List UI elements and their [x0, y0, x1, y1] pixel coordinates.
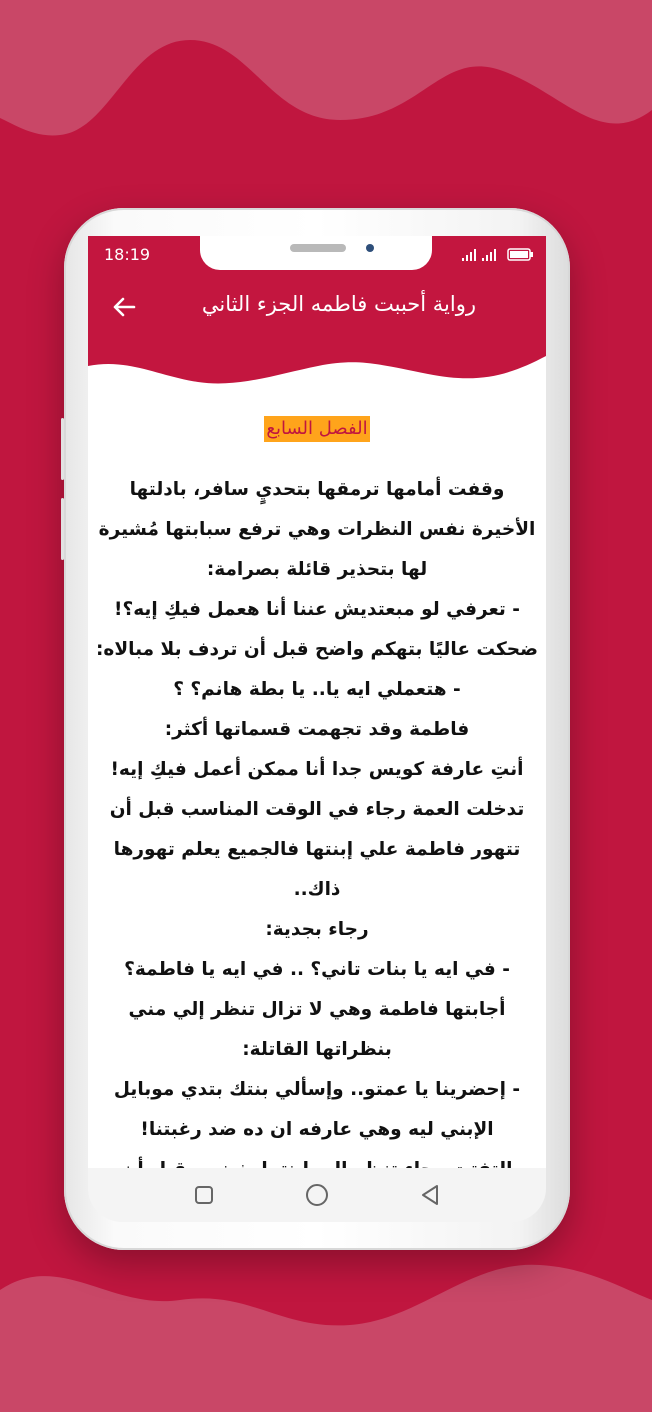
navigation-bar — [88, 1168, 546, 1222]
status-time: 18:19 — [104, 245, 151, 264]
circle-icon[interactable] — [304, 1182, 330, 1208]
arrow-left-icon[interactable] — [108, 291, 140, 323]
phone-frame — [64, 208, 570, 1250]
phone-side-button — [61, 418, 64, 480]
notch — [200, 236, 432, 270]
phone-screen — [88, 236, 546, 1168]
square-icon[interactable] — [191, 1182, 217, 1208]
front-camera — [366, 244, 374, 252]
chapter-title: الفصل السابع — [264, 416, 369, 442]
app-bar — [88, 236, 546, 396]
triangle-back-icon[interactable] — [418, 1182, 444, 1208]
battery-icon — [508, 249, 533, 260]
signal-icon — [462, 249, 476, 261]
signal-icon — [482, 249, 496, 261]
page-title: رواية أحببت فاطمه الجزء الثاني — [201, 292, 476, 316]
phone-side-button — [61, 498, 64, 560]
speaker-grille — [290, 244, 346, 252]
chapter-text: وقفت أمامها ترمقها بتحديٍ سافر، بادلتها الأخيرة نفس النظرات وهي ترفع سبابتها مُشيرة لها بتحذير قائلة بصرامة: - تعرفي لو مبعتديش عننا أنا هعمل فيكِ إيه؟! ضحكت عاليًا بتهكم واضح قبل أن تردف بلا مبالاه: - هتعملي ايه يا.. يا بطة هانم؟ ؟ فاطمة وقد تجهمت قسماتها أكثر: أنتِ عارفة كويس جدا أنا ممكن أعمل فيكِ إيه! تدخلت العمة رجاء في الوقت المناسب قبل أن تتهور فاطمة علي إبنتها فالجميع يعلم تهورها ذاك.. رجاء بجدية: - في ايه يا بنات تاني؟ .. في ايه يا فاطمة؟ أجابتها فاطمة وهي لا تزال تنظر إلي مني بنظراتها القاتلة: - إحضرينا يا عمتو.. وإسألي بنتك بتدي موبايل الإبني ليه وهي عارفه ان ده ضد رغبتنا! — [96, 479, 538, 1140]
chapter-content — [88, 396, 546, 1168]
app-bar-wave — [88, 336, 546, 396]
status-icons — [462, 246, 534, 262]
